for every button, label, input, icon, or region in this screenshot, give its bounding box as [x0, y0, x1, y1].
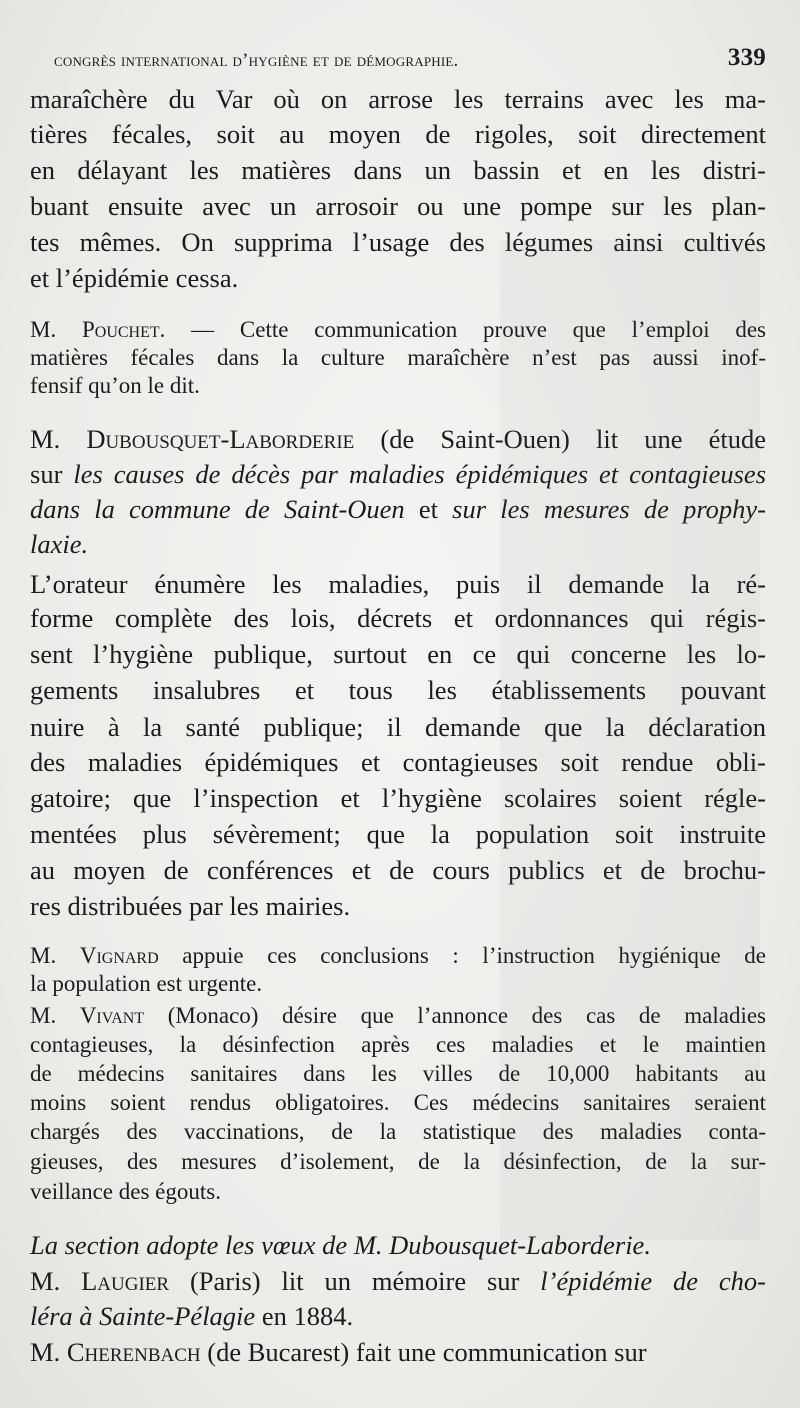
- text-segment: matières fécales dans la culture maraîchère n’est pas aussi inof-: [30, 345, 766, 370]
- text-segment: (de Bucarest) fait une communication sur: [200, 1337, 647, 1367]
- text-segment: nuire à la santé publique; il demande que la déclaration: [30, 712, 766, 742]
- text-segment: M.: [30, 424, 87, 454]
- text-segment: buant ensuite avec un arrosoir ou une pompe sur les plan-: [30, 191, 766, 221]
- text-line: [30, 1033, 766, 1056]
- text-line: [30, 426, 766, 453]
- text-segment: sent l’hygiène publique, surtout en ce qui concerne les lo-: [30, 639, 766, 669]
- italic-text: La section adopte les vœux de M. Dubousquet-Laborderie.: [30, 1230, 651, 1260]
- speaker-name: Pouchet: [81, 317, 160, 342]
- text-line: [30, 785, 766, 812]
- text-segment: en 1884.: [255, 1301, 354, 1331]
- text-line: [30, 461, 766, 488]
- text-segment: L’orateur énumère les maladies, puis il demande la ré-: [30, 569, 766, 599]
- text-line: [30, 641, 766, 668]
- text-line: [30, 714, 766, 741]
- text-segment: M.: [30, 317, 82, 342]
- text-segment: maraîchère du Var où on arrose les terrains avec les ma-: [30, 84, 766, 114]
- text-segment: de médecins sanitaires dans les villes de 10,000 habitants au: [30, 1061, 766, 1086]
- text-line: [30, 857, 766, 884]
- speaker-name: Vignard: [79, 943, 159, 968]
- text-line: [30, 318, 766, 341]
- text-segment: M.: [30, 1003, 80, 1028]
- text-line: [30, 1232, 766, 1259]
- text-segment: contagieuses, la désinfection après ces maladies et le maintien: [30, 1032, 766, 1057]
- text-line: [30, 1062, 766, 1085]
- text-line: [30, 531, 766, 558]
- italic-text: les causes de décès par maladies épidémiques et contagieuses: [73, 459, 767, 489]
- text-line: [30, 1004, 766, 1027]
- text-line: [30, 265, 766, 292]
- text-segment: en délayant les matières dans un bassin et en les distri-: [30, 155, 766, 185]
- text-line: [30, 121, 766, 148]
- text-line: [30, 605, 766, 632]
- text-segment: des maladies épidémiques et contagieuses soit rendue obli-: [30, 747, 766, 777]
- text-segment: moins soient rendus obligatoires. Ces médecins sanitaires seraient: [30, 1090, 766, 1115]
- text-segment: M.: [30, 1266, 82, 1296]
- text-segment: tières fécales, soit au moyen de rigoles, soit directement: [30, 119, 766, 149]
- text-segment: gieuses, des mesures d’isolement, de la désinfection, de la sur-: [30, 1149, 766, 1174]
- italic-text: laxie.: [30, 529, 89, 559]
- text-segment: et l’épidémie cessa.: [30, 263, 239, 293]
- italic-text: léra à Sainte-Pélagie: [30, 1301, 256, 1331]
- text-segment: mentées plus sévèrement; que la population soit instruite: [30, 819, 766, 849]
- text-line: [30, 346, 766, 369]
- text-segment: chargés des vaccinations, de la statistique des maladies conta-: [30, 1119, 766, 1144]
- text-segment: la population est urgente.: [30, 971, 263, 996]
- text-line: [30, 229, 766, 256]
- text-segment: res distribuées par les mairies.: [30, 891, 351, 921]
- text-line: [30, 1303, 766, 1330]
- speaker-name: Vivant: [79, 1003, 145, 1028]
- text-line: [30, 496, 766, 523]
- text-segment: veillance des égouts.: [30, 1179, 221, 1204]
- text-line: [30, 86, 766, 113]
- text-line: [30, 749, 766, 776]
- page-number: 339: [727, 44, 766, 71]
- text-segment: M.: [30, 943, 80, 968]
- text-line: [30, 972, 766, 995]
- text-segment: gatoire; que l’inspection et l’hygiène scolaires soient régle-: [30, 783, 766, 813]
- speaker-name: Cherenbach: [66, 1337, 201, 1367]
- text-segment: (Paris) lit un mémoire sur: [169, 1266, 541, 1296]
- speaker-name: Laugier: [81, 1266, 170, 1296]
- text-line: [30, 1339, 766, 1366]
- text-segment: sur: [30, 459, 74, 489]
- text-segment: M.: [30, 1337, 67, 1367]
- text-line: [30, 571, 766, 598]
- speaker-name: Dubousquet-Laborderie: [86, 424, 355, 454]
- text-segment: et: [404, 494, 453, 524]
- text-line: [30, 893, 766, 920]
- text-line: [30, 944, 766, 967]
- text-line: [30, 821, 766, 848]
- text-line: [30, 1091, 766, 1114]
- italic-text: l’épidémie de cho-: [540, 1266, 766, 1296]
- text-segment: (Monaco) désire que l’annonce des cas de maladies: [144, 1003, 766, 1028]
- running-title: congrès international d’hygiène et de démographie.: [54, 50, 459, 71]
- text-segment: forme complète des lois, décrets et ordonnances qui régis-: [30, 603, 766, 633]
- text-line: [30, 1150, 766, 1173]
- italic-text: sur les mesures de prophy-: [452, 494, 767, 524]
- italic-text: dans la commune de Saint-Ouen: [30, 494, 405, 524]
- text-segment: fensif qu’on le dit.: [30, 373, 200, 398]
- text-segment: (de Saint-Ouen) lit une étude: [354, 424, 766, 454]
- text-line: [30, 157, 766, 184]
- text-line: [30, 1180, 766, 1203]
- text-segment: . — Cette communication prouve que l’emploi des: [159, 317, 767, 342]
- text-segment: gements insalubres et tous les établissements pouvant: [30, 675, 766, 705]
- text-line: [30, 1120, 766, 1143]
- text-segment: au moyen de conférences et de cours publics et de brochu-: [30, 855, 766, 885]
- text-line: [30, 193, 766, 220]
- text-line: [30, 677, 766, 704]
- text-segment: appuie ces conclusions : l’instruction hygiénique de: [158, 943, 767, 968]
- text-line: [30, 374, 766, 397]
- text-segment: tes mêmes. On supprima l’usage des légumes ainsi cultivés: [30, 227, 766, 257]
- text-line: [30, 1268, 766, 1295]
